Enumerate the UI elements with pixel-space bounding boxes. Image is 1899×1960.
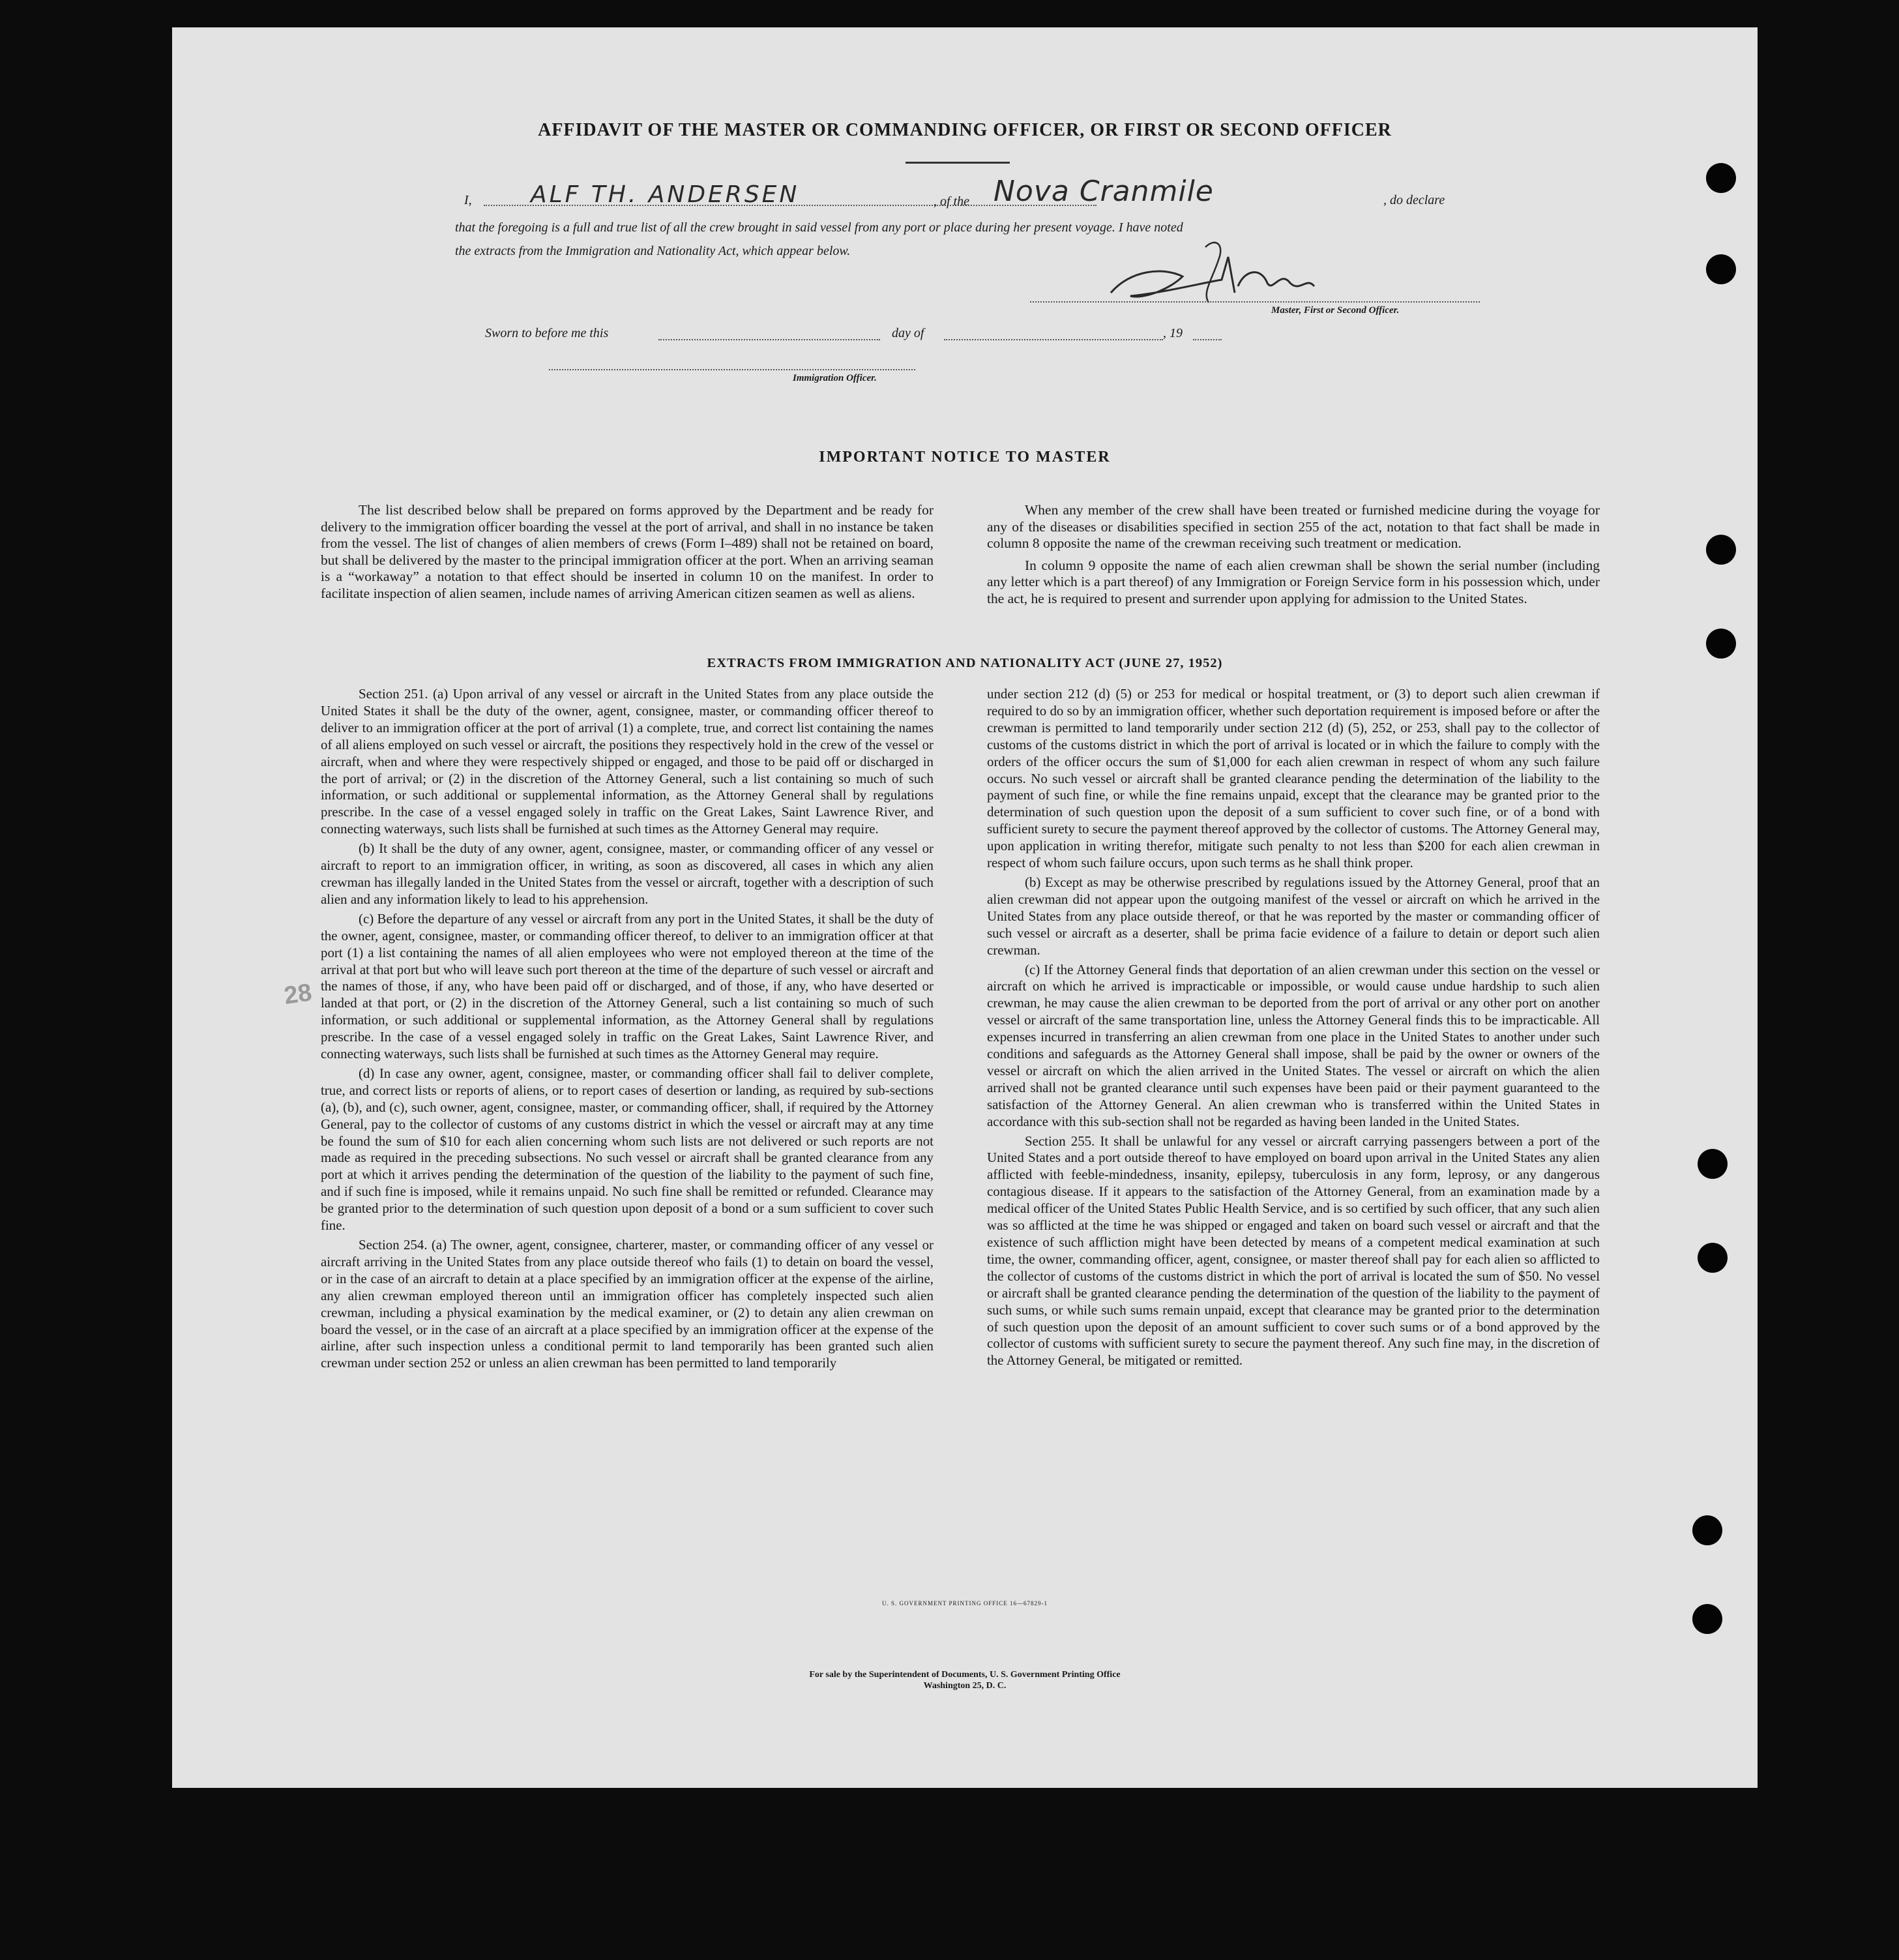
- extract-paragraph: (c) Before the departure of any vessel or aircraft from any port in the United States, it shall be the duty of the owner, agent, consignee, master, or commanding officer thereof, to deliver to an immigration officer at that port (1) a list containing the names of all alien employees who were not employed thereon at the time of the arrival at that port but who will leave such port thereon at the time of the departure of such vessel or aircraft and the names of those, if any, who have been paid off or discharged, and of those, if any, who have deserted or landed at that port, or (2) in the discretion of the Attorney General, such a list containing so much of such information, or such additional or supplemental information, as the Attorney General shall by regulations prescribe. In the case of a vessel engaged solely in traffic on the Great Lakes, Saint Lawrence River, and connecting waterways, such lists shall be furnished at such times as the Attorney General may require.: [321, 910, 934, 1062]
- punch-hole: [1706, 629, 1736, 659]
- extract-paragraph: Section 255. It shall be unlawful for any vessel or aircraft carrying passengers between a port of the United States and a port outside thereof to have employed on board upon arrival in the United States any alien afflicted with feeble-mindedness, insanity, epilepsy, tuberculosis in any form, leprosy, or any dangerous contagious disease. If it appears to the satisfaction of the Attorney General, from an examination made by a medical officer of the United States Public Health Service, and is so certified by such officer, that any such alien was so afflicted at the time he was shipped or engaged and taken on board such vessel or aircraft and that the existence of such affliction might have been detected by means of a competent medical examination at such time, the owner, commanding officer, agent, consignee, or master thereof shall pay for each alien so afflicted to the collector of customs of the customs district in which the port of arrival is located the sum of $50. No vessel or aircraft shall be granted clearance pending the determination of the question of the liability to the payment of such sums, or while such sums remain unpaid, except that clearance may be granted prior to the determination of such question upon the deposit of an amount sufficient to cover such sums or of a bond approved by the collector of customs with sufficient surety to secure the payment thereof. Any such fine may, in the discretion of the Attorney General, be mitigated or remitted.: [987, 1133, 1600, 1369]
- punch-hole: [1698, 1149, 1728, 1179]
- punch-hole: [1706, 254, 1736, 284]
- title-rule: [905, 162, 1010, 164]
- margin-number-mark: 28: [282, 979, 314, 1010]
- punch-hole: [1706, 535, 1736, 565]
- sale-notice: [172, 1669, 1758, 1691]
- extract-paragraph: (d) In case any owner, agent, consignee, master, or commanding officer shall fail to deliver complete, true, and correct lists or reports of aliens, or to report cases of desertion or landing, as required by sub-sections (a), (b), and (c), such owner, agent, consignee, master, or commanding officer, shall, if required by the Attorney General, pay to the collector of customs of any customs district in which the vessel or aircraft may at any time be found the sum of $10 for each alien concerning whom such lists are not delivered or such reports are not made as required in the preceding subsections. No such vessel or aircraft shall be granted clearance from any port at which it arrives pending the determination of the question of the liability to the payment of such fine, and if such fine is imposed, while it remains unpaid. No such fine shall be remitted or refunded. Clearance may be granted prior to the determination of such question upon deposit of a bond or a sum sufficient to cover such fine.: [321, 1065, 934, 1234]
- extract-paragraph: (b) Except as may be otherwise prescribed by regulations issued by the Attorney General, proof that an alien crewman did not appear upon the outgoing manifest of the vessel or aircraft on which he arrived in the United States from any place outside thereof, or that he was reported by the master or commanding officer of such vessel or aircraft as a deserter, shall be prima facie evidence of a failure to detain or deport such alien crewman.: [987, 874, 1600, 958]
- notice-paragraph: In column 9 opposite the name of each alien crewman shall be shown the serial number (including any letter which is a part thereof) of any Immigration or Foreign Service form in his possession which, under the act, he is required to present and surrender upon applying for admission to the United States.: [987, 557, 1600, 606]
- notice-right-column: [987, 502, 1600, 608]
- affidavit-title: AFFIDAVIT OF THE MASTER OR COMMANDING OFFICER, OR FIRST OR SECOND OFFICER: [538, 120, 1392, 140]
- notice-title: IMPORTANT NOTICE TO MASTER: [819, 449, 1111, 466]
- year-label: , 19: [1163, 326, 1183, 340]
- form-page: [172, 27, 1758, 1788]
- gpo-imprint: U. S. GOVERNMENT PRINTING OFFICE 16—67829-1: [881, 1600, 1048, 1607]
- extracts-title: EXTRACTS FROM IMMIGRATION AND NATIONALITY ACT (JUNE 27, 1952): [707, 656, 1223, 670]
- sale-line-2: Washington 25, D. C.: [923, 1681, 1007, 1691]
- extracts-right-column: [987, 686, 1600, 1369]
- extract-paragraph: Section 254. (a) The owner, agent, consignee, charterer, master, or commanding officer of any vessel or aircraft arriving in the United States from any place outside thereof who fails (1) to detain on board the vessel, or in the case of an aircraft to detain at a place specified by an immigration officer at the expense of the airline, any alien crewman employed thereon until an immigration officer has completely inspected such alien crewman, including a physical examination by the medical examiner, or (2) to detain any alien crewman on board the vessel, or in the case of an aircraft at a place specified by an immigration officer at the expense of the airline, after such inspection unless a conditional permit to land temporarily has been granted such alien crewman under section 252 or unless an alien crewman has been permitted to land temporarily: [321, 1237, 934, 1371]
- statement-line-1: that the foregoing is a full and true list of all the crew brought in said vessel from any port or place during her present voyage. I have noted: [455, 220, 1183, 235]
- officer-dotted-line: [549, 369, 915, 370]
- punch-hole: [1692, 1604, 1722, 1634]
- extract-paragraph: (b) It shall be the duty of any owner, agent, consignee, master, or commanding officer of any vessel or aircraft to report to an immigration officer, in writing, as soon as discovered, all cases in which any alien crewman has illegally landed in the United States from the vessel or aircraft, together with a description of such alien and any information likely to lead to his apprehension.: [321, 840, 934, 907]
- signature-caption: Master, First or Second Officer.: [1271, 305, 1400, 316]
- master-signature-drawing: [1104, 231, 1319, 316]
- sworn-day-dotted: [658, 339, 880, 340]
- officer-caption: Immigration Officer.: [793, 373, 877, 383]
- statement-line-2: the extracts from the Immigration and Nationality Act, which appear below.: [455, 244, 851, 258]
- vessel-name-handwritten: Nova Cranmile: [994, 175, 1214, 208]
- sale-line-1: For sale by the Superintendent of Documents, U. S. Government Printing Office: [809, 1670, 1121, 1680]
- day-of-label: day of: [892, 326, 924, 340]
- notice-left-column: [321, 502, 934, 602]
- punch-hole: [1698, 1243, 1728, 1273]
- signature-dotted-line: [1030, 301, 1480, 303]
- line1-prefix: I,: [464, 193, 472, 207]
- month-dotted: [944, 339, 1163, 340]
- punch-hole: [1692, 1515, 1722, 1545]
- notice-paragraph: When any member of the crew shall have been treated or furnished medicine during the voyage for any of the diseases or disabilities specified in section 255 of the act, notation to that fact shall be made in column 8 opposite the name of the crewman receiving such treatment or medication.: [987, 502, 1600, 552]
- master-name-handwritten: ALF TH. ANDERSEN: [531, 181, 800, 208]
- punch-hole: [1706, 163, 1736, 193]
- extract-paragraph: under section 212 (d) (5) or 253 for medical or hospital treatment, or (3) to deport such alien crewman if required to do so by an immigration officer, whether such deportation requirement is imposed before or after the crewman is permitted to land temporarily under section 212 (d) (5), 252, or 253, shall pay to the collector of customs of the customs district in which the port of arrival is located or in which the failure to comply with the orders of the officer occurs the sum of $1,000 for each alien crewman in respect of whom any such failure occurs. No such vessel or aircraft shall be granted clearance pending the determination of the liability to the payment of such fine, or while the fine remains unpaid, except that the clearance may be granted prior to the determination of such question upon the deposit of a sum sufficient to cover such fine, or of a bond with sufficient surety to secure the payment thereof approved by the collector of customs. The Attorney General may, upon application in writing therefor, mitigate such penalty to not less than $200 for each alien crewman in respect of whom such failure occurs, upon such terms as he shall think proper.: [987, 686, 1600, 871]
- sworn-label: Sworn to before me this: [485, 326, 609, 340]
- extract-paragraph: (c) If the Attorney General finds that deportation of an alien crewman under this section on the vessel or aircraft on which he arrived is impracticable or impossible, or would cause undue hardship to such alien crewman, he may cause the alien crewman to be deported from the port of arrival or any other port on another vessel or aircraft of the same transportation line, unless the Attorney General finds this to be impracticable. All expenses incurred in transferring an alien crewman from one place in the United States to another under such conditions and safeguards as the Attorney General shall impose, shall be paid by the owner or owners of the vessel or aircraft on which the alien arrived in the United States. The vessel or aircraft on which the alien arrived shall not be granted clearance until such expenses have been paid or their payment guaranteed to the satisfaction of the Attorney General. An alien crewman who is transferred within the United States in accordance with this sub-section shall not be regarded as having been landed in the United States.: [987, 961, 1600, 1129]
- year-dotted: [1193, 339, 1222, 340]
- extract-paragraph: Section 251. (a) Upon arrival of any vessel or aircraft in the United States from any place outside the United States it shall be the duty of the owner, agent, consignee, master, or commanding officer thereof to deliver to an immigration officer at the port of arrival (1) a complete, true, and correct list containing the names of all aliens employed on such vessel or aircraft, the positions they respectively hold in the crew of the vessel or aircraft, when and where they were respectively shipped or engaged, and those to be paid off or discharged in the port of arrival; or (2) in the discretion of the Attorney General, such a list containing so much of such information, or such additional or supplemental information, as the Attorney General shall by regulations prescribe. In the case of a vessel engaged solely in traffic on the Great Lakes, Saint Lawrence River, and connecting waterways, such lists shall be furnished at such times as the Attorney General may require.: [321, 686, 934, 837]
- notice-paragraph: The list described below shall be prepared on forms approved by the Department and be ready for delivery to the immigration officer boarding the vessel at the port of arrival, and shall in no instance be taken from the vessel. The list of changes of alien members of crews (Form I–489) shall not be retained on board, but shall be delivered by the master to the principal immigration officer at the port. When an arriving seaman is a “workaway” a notation to that effect should be inserted in column 10 on the manifest. In order to facilitate inspection of alien seamen, include names of arriving American citizen seamen as well as aliens.: [321, 502, 934, 601]
- extracts-left-column: [321, 686, 934, 1372]
- do-declare-label: , do declare: [1383, 193, 1445, 207]
- of-the-label: , of the: [934, 194, 969, 209]
